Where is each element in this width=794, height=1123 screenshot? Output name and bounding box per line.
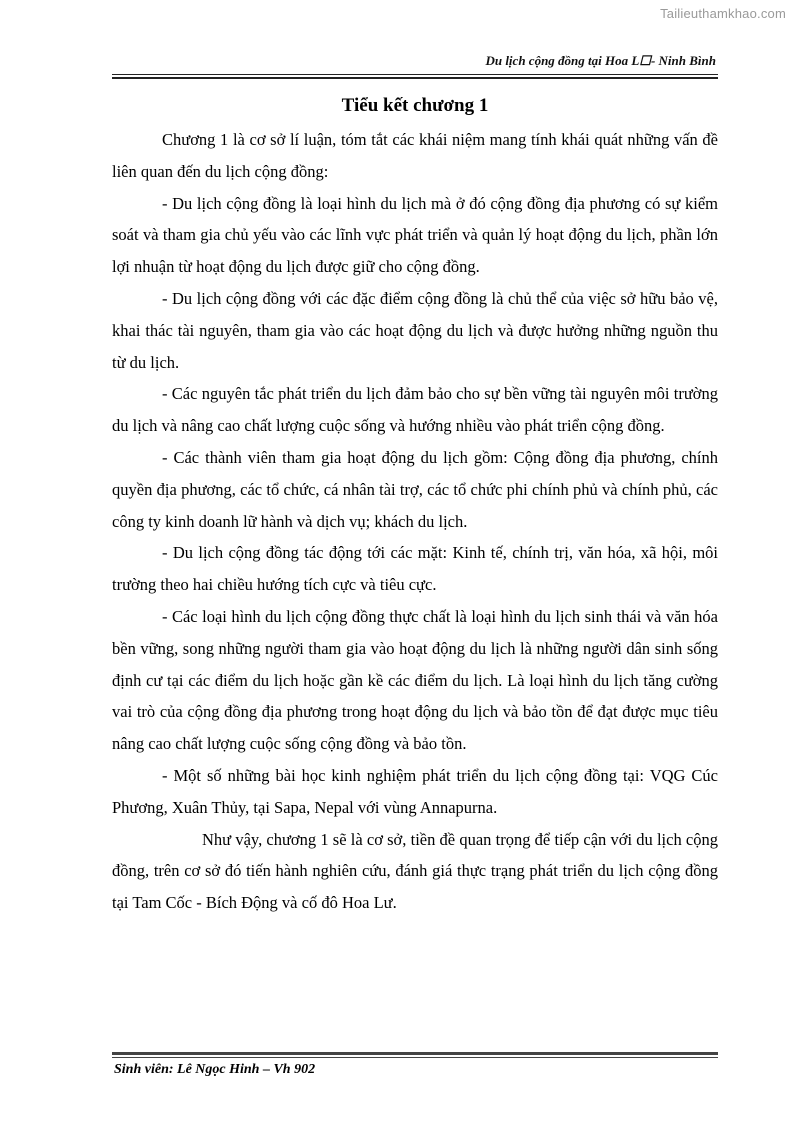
page-body <box>112 90 718 919</box>
footer-rule-thick <box>112 1052 718 1055</box>
header-rule <box>112 74 718 75</box>
paragraph-definition: - Du lịch cộng đồng là loại hình du lịch mà ở đó cộng đồng địa phương có sự kiểm soát và tham gia chủ yếu vào các lĩnh vực phát triển và quản lý hoạt động du lịch, phần lớn lợi nhuận từ hoạt động du lịch được giữ cho cộng đồng. <box>112 193 718 277</box>
chapter-title: Tiểu kết chương 1 <box>341 95 489 116</box>
running-header: Du lịch cộng đồng tại Hoa L☐- Ninh Bình <box>485 53 716 68</box>
paragraph-conclusion: Như vậy, chương 1 sẽ là cơ sở, tiền đề quan trọng để tiếp cận với du lịch cộng đồng, trên cơ sở đó tiến hành nghiên cứu, đánh giá thực trạng phát triển du lịch cộng đồng tại Tam Cốc - Bích Động và cố đô Hoa Lư. <box>112 829 718 913</box>
paragraph-lessons: - Một số những bài học kinh nghiệm phát triển du lịch cộng đồng tại: VQG Cúc Phương, Xuân Thủy, tại Sapa, Nepal với vùng Annapurna. <box>112 765 718 817</box>
paragraph-principles: - Các nguyên tắc phát triển du lịch đảm bảo cho sự bền vững tài nguyên môi trường du lịch và nâng cao chất lượng cuộc sống và hướng nhiều vào phát triển cộng đồng. <box>112 384 718 436</box>
footer-rule <box>112 1057 718 1058</box>
footer-student: Sinh viên: Lê Ngọc Hinh – Vh 902 <box>114 1062 316 1077</box>
paragraph-impacts: - Du lịch cộng đồng tác động tới các mặt: Kinh tế, chính trị, văn hóa, xã hội, môi trường theo hai chiều hướng tích cực và tiêu cực. <box>112 543 718 595</box>
paragraph-types: - Các loại hình du lịch cộng đồng thực chất là loại hình du lịch sinh thái và văn hóa bền vững, song những người tham gia vào hoạt động du lịch là những người dân sinh sống định cư tại các điểm du lịch hoặc gần kề các điểm du lịch. Là loại hình du lịch tăng cường vai trò của cộng đồng địa phương trong hoạt động du lịch và bảo tồn để đạt được mục tiêu nâng cao chất lượng cuộc sống cộng đồng và bảo tồn. <box>112 606 718 754</box>
paragraph-participants: - Các thành viên tham gia hoạt động du lịch gồm: Cộng đồng địa phương, chính quyền địa phương, các tổ chức, cá nhân tài trợ, các tổ chức phi chính phủ và chính phủ, các công ty kinh doanh lữ hành và dịch vụ; khách du lịch. <box>112 447 718 531</box>
paragraph-characteristics: - Du lịch cộng đồng với các đặc điểm cộng đồng là chủ thể của việc sở hữu bảo vệ, khai thác tài nguyên, tham gia vào các hoạt động du lịch và được hưởng những nguồn thu từ du lịch. <box>112 288 718 372</box>
paragraph-intro: Chương 1 là cơ sở lí luận, tóm tắt các khái niệm mang tính khái quát những vấn đề liên quan đến du lịch cộng đồng: <box>112 130 718 181</box>
watermark: Tailieuthamkhao.com <box>660 6 786 21</box>
header-rule-thick <box>112 77 718 79</box>
